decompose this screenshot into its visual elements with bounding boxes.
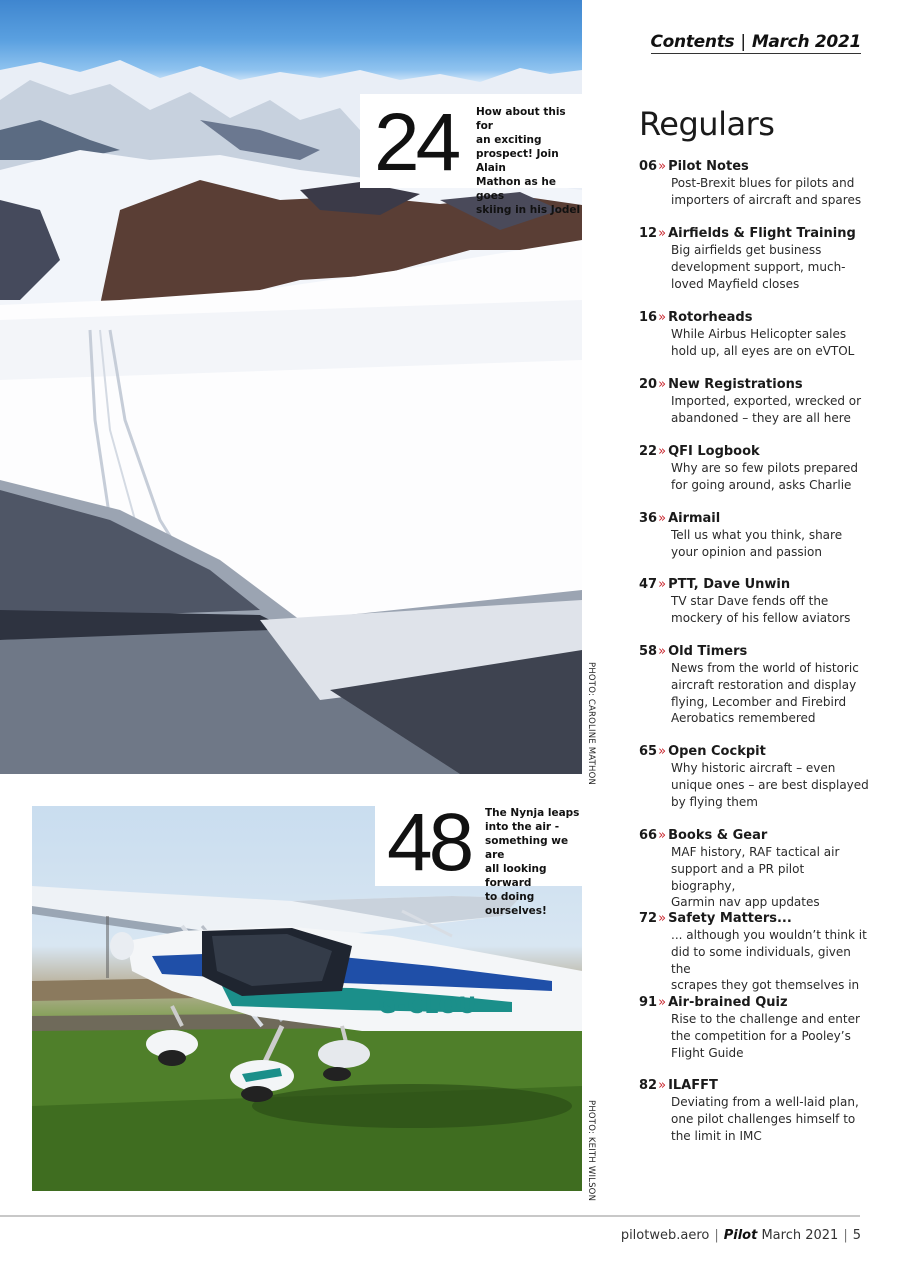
feature-page-number: 48 bbox=[387, 806, 471, 888]
entry-description bbox=[671, 760, 871, 810]
entry-description-line: Post-Brexit blues for pilots and bbox=[671, 176, 855, 190]
entry-description bbox=[671, 460, 871, 494]
contents-entry[interactable] bbox=[639, 443, 879, 494]
entry-description-line: abandoned – they are all here bbox=[671, 410, 851, 425]
double-chevron-icon: » bbox=[658, 226, 667, 241]
entry-description-line: Tell us what you think, share bbox=[671, 528, 843, 542]
entry-title: Safety Matters... bbox=[668, 911, 792, 926]
double-chevron-icon: » bbox=[658, 159, 667, 174]
feature-callout-24[interactable] bbox=[360, 94, 582, 216]
entry-title: PTT, Dave Unwin bbox=[668, 577, 791, 592]
contents-entry[interactable] bbox=[639, 1077, 879, 1144]
contents-entry[interactable] bbox=[639, 910, 879, 994]
entry-title: Rotorheads bbox=[668, 310, 753, 325]
entry-page-number: 22 bbox=[639, 444, 658, 459]
entry-title: Airmail bbox=[668, 511, 721, 526]
entry-description-line: Big airfields get business bbox=[671, 243, 822, 257]
feature-photo-nynja bbox=[32, 806, 582, 1191]
entry-description-line: Imported, exported, wrecked or bbox=[671, 394, 862, 408]
entry-heading bbox=[639, 443, 879, 460]
entry-description-line: the competition for a Pooley’s bbox=[671, 1028, 851, 1043]
double-chevron-icon: » bbox=[658, 744, 667, 759]
entry-page-number: 58 bbox=[639, 644, 658, 659]
entry-description bbox=[671, 1011, 871, 1061]
footer-magazine: Pilot bbox=[723, 1228, 758, 1243]
entry-description-line: Rise to the challenge and enter bbox=[671, 1012, 860, 1026]
entry-heading bbox=[639, 910, 879, 927]
entry-title: QFI Logbook bbox=[668, 444, 760, 459]
entry-page-number: 20 bbox=[639, 377, 658, 392]
entry-title: Air-brained Quiz bbox=[668, 995, 788, 1010]
entry-title: ILAFFT bbox=[668, 1078, 718, 1093]
entry-title: New Registrations bbox=[668, 377, 803, 392]
entry-description-line: TV star Dave fends off the bbox=[671, 594, 829, 608]
entry-page-number: 16 bbox=[639, 310, 658, 325]
contents-entry[interactable] bbox=[639, 376, 879, 427]
double-chevron-icon: » bbox=[658, 444, 667, 459]
entry-page-number: 91 bbox=[639, 995, 658, 1010]
entry-description-line: your opinion and passion bbox=[671, 544, 822, 559]
double-chevron-icon: » bbox=[658, 377, 667, 392]
entry-description-line: one pilot challenges himself to bbox=[671, 1111, 856, 1126]
entry-description-line: hold up, all eyes are on eVTOL bbox=[671, 343, 855, 358]
photo-credit-top: PHOTO: CAROLINE MATHON bbox=[586, 662, 596, 786]
entry-description bbox=[671, 1094, 871, 1144]
entry-page-number: 12 bbox=[639, 226, 658, 241]
entry-description bbox=[671, 242, 871, 292]
entry-heading bbox=[639, 309, 879, 326]
feature-photo-skiing bbox=[0, 0, 582, 774]
entry-heading bbox=[639, 376, 879, 393]
page-footer: pilotweb.aero | Pilot March 2021 | 5 bbox=[620, 1228, 861, 1243]
page-header: Contents | March 2021 bbox=[650, 32, 861, 52]
double-chevron-icon: » bbox=[658, 644, 667, 659]
entry-description-line: Flight Guide bbox=[671, 1045, 744, 1060]
entry-page-number: 36 bbox=[639, 511, 658, 526]
entry-heading bbox=[639, 576, 879, 593]
entry-heading bbox=[639, 827, 879, 844]
entry-page-number: 72 bbox=[639, 911, 658, 926]
entry-description-line: News from the world of historic bbox=[671, 661, 859, 675]
aircraft-registration: G-CLOU bbox=[378, 994, 478, 1019]
entry-description bbox=[671, 593, 871, 627]
double-chevron-icon: » bbox=[658, 577, 667, 592]
section-title-regulars: Regulars bbox=[639, 105, 775, 143]
header-issue: March 2021 bbox=[751, 32, 861, 52]
contents-entry[interactable] bbox=[639, 510, 879, 561]
entry-description-line: Why are so few pilots prepared bbox=[671, 461, 858, 475]
entry-heading bbox=[639, 225, 879, 242]
contents-entry[interactable] bbox=[639, 576, 879, 627]
entry-heading bbox=[639, 743, 879, 760]
entry-page-number: 66 bbox=[639, 828, 658, 843]
entry-description-line: MAF history, RAF tactical air bbox=[671, 845, 840, 859]
entry-description-line: Aerobatics remembered bbox=[671, 711, 816, 726]
entry-description-line: flying, Lecomber and Firebird bbox=[671, 694, 847, 709]
entry-description bbox=[671, 527, 871, 561]
feature-blurb: How about this for an exciting prospect! Join Alain Mathon as he goes skiing in his Jodel bbox=[476, 106, 581, 216]
entry-heading bbox=[639, 158, 879, 175]
entry-description-line: mockery of his fellow aviators bbox=[671, 610, 851, 625]
entry-description-line: unique ones – are best displayed bbox=[671, 777, 869, 792]
entry-description-line: loved Mayfield closes bbox=[671, 276, 800, 291]
entry-page-number: 82 bbox=[639, 1078, 658, 1093]
contents-entry[interactable] bbox=[639, 827, 879, 911]
header-section: Contents bbox=[650, 32, 735, 52]
contents-entry[interactable] bbox=[639, 309, 879, 360]
entry-description-line: importers of aircraft and spares bbox=[671, 192, 862, 207]
entry-description bbox=[671, 326, 871, 360]
contents-entry[interactable] bbox=[639, 743, 879, 810]
entry-title: Old Timers bbox=[668, 644, 748, 659]
entry-description-line: Deviating from a well-laid plan, bbox=[671, 1095, 859, 1109]
footer-issue: March 2021 bbox=[761, 1228, 839, 1243]
double-chevron-icon: » bbox=[658, 511, 667, 526]
entry-title: Books & Gear bbox=[668, 828, 768, 843]
entry-description-line: support and a PR pilot biography, bbox=[671, 861, 805, 893]
contents-entry[interactable] bbox=[639, 643, 879, 727]
entry-description bbox=[671, 175, 871, 209]
double-chevron-icon: » bbox=[658, 828, 667, 843]
double-chevron-icon: » bbox=[658, 911, 667, 926]
entry-title: Open Cockpit bbox=[668, 744, 766, 759]
entry-description bbox=[671, 927, 871, 994]
entry-heading bbox=[639, 1077, 879, 1094]
contents-entry[interactable] bbox=[639, 994, 879, 1061]
entry-description-line: Why historic aircraft – even bbox=[671, 761, 836, 775]
entry-description-line: scrapes they got themselves in bbox=[671, 978, 860, 993]
double-chevron-icon: » bbox=[658, 310, 667, 325]
entry-description-line: for going around, asks Charlie bbox=[671, 477, 852, 492]
entry-description bbox=[671, 393, 871, 427]
entry-description-line: development support, much- bbox=[671, 259, 846, 274]
feature-callout-48[interactable] bbox=[375, 806, 582, 917]
entry-description bbox=[671, 660, 871, 727]
footer-page-number: 5 bbox=[852, 1228, 861, 1243]
feature-blurb: The Nynja leaps into the air - something we are all looking forward to doing ourselves! bbox=[485, 807, 580, 917]
contents-entry[interactable] bbox=[639, 158, 879, 209]
photo-credit-bottom: PHOTO: KEITH WILSON bbox=[586, 1100, 596, 1202]
entry-description-line: the limit in IMC bbox=[671, 1128, 762, 1143]
entry-description-line: Garmin nav app updates bbox=[671, 895, 820, 910]
double-chevron-icon: » bbox=[658, 995, 667, 1010]
entry-heading bbox=[639, 994, 879, 1011]
entry-description-line: ... although you wouldn’t think it bbox=[671, 928, 867, 942]
entry-title: Pilot Notes bbox=[668, 159, 749, 174]
contents-entry[interactable] bbox=[639, 225, 879, 292]
feature-page-number: 24 bbox=[374, 97, 458, 188]
entry-description bbox=[671, 844, 871, 911]
entry-page-number: 65 bbox=[639, 744, 658, 759]
entry-description-line: While Airbus Helicopter sales bbox=[671, 327, 847, 341]
entry-description-line: aircraft restoration and display bbox=[671, 677, 857, 692]
entry-page-number: 06 bbox=[639, 159, 658, 174]
footer-rule bbox=[0, 1215, 860, 1217]
entry-description-line: by flying them bbox=[671, 794, 758, 809]
entry-title: Airfields & Flight Training bbox=[668, 226, 856, 241]
entry-description-line: did to some individuals, given the bbox=[671, 944, 851, 976]
double-chevron-icon: » bbox=[658, 1078, 667, 1093]
entry-heading bbox=[639, 510, 879, 527]
entry-page-number: 47 bbox=[639, 577, 658, 592]
entry-heading bbox=[639, 643, 879, 660]
footer-site-link[interactable]: pilotweb.aero bbox=[620, 1228, 710, 1243]
